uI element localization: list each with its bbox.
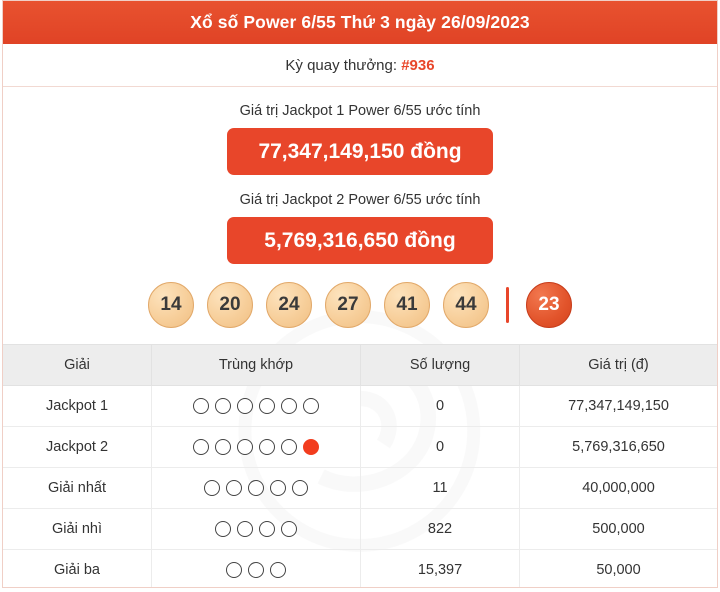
- match-dot-empty: [248, 562, 264, 578]
- cell-prize: Giải ba: [3, 550, 152, 588]
- page-title: Xổ số Power 6/55 Thứ 3 ngày 26/09/2023: [3, 1, 717, 44]
- cell-prize: Giải nhất: [3, 468, 152, 509]
- winning-numbers: [3, 264, 717, 344]
- cell-quantity: 0: [361, 427, 520, 468]
- match-dot-empty: [281, 521, 297, 537]
- cell-quantity: 15,397: [361, 550, 520, 588]
- match-dot-empty: [237, 521, 253, 537]
- table-row: [3, 509, 717, 550]
- column-header-quantity: Số lượng: [361, 345, 520, 386]
- table-row: [3, 427, 717, 468]
- match-dot-filled: [303, 439, 319, 455]
- cell-value: 5,769,316,650: [520, 427, 718, 468]
- results-table: [3, 344, 717, 588]
- cell-prize: Jackpot 2: [3, 427, 152, 468]
- cell-match-dots: [152, 386, 361, 427]
- winning-ball: 44: [443, 282, 489, 328]
- table-row: [3, 386, 717, 427]
- jackpot-section: [3, 87, 717, 264]
- cell-prize: Giải nhì: [3, 509, 152, 550]
- column-header-match: Trùng khớp: [152, 345, 361, 386]
- match-dot-empty: [292, 480, 308, 496]
- table-row: [3, 468, 717, 509]
- cell-value: 50,000: [596, 562, 641, 579]
- match-dot-empty: [248, 480, 264, 496]
- column-header-value: Giá trị (đ): [520, 345, 718, 386]
- match-dot-empty: [193, 398, 209, 414]
- special-ball: 23: [526, 282, 572, 328]
- cell-match-dots: [152, 468, 361, 509]
- match-dot-empty: [270, 562, 286, 578]
- cell-value: 40,000,000: [520, 468, 718, 509]
- match-dot-group: [156, 398, 356, 414]
- match-dot-empty: [270, 480, 286, 496]
- cell-quantity: 822: [361, 509, 520, 550]
- match-dot-group: [156, 439, 356, 455]
- jackpot2-label: Giá trị Jackpot 2 Power 6/55 ước tính: [239, 192, 481, 209]
- cell-match-dots: [152, 550, 361, 588]
- draw-number-label: Kỳ quay thưởng:: [285, 57, 398, 74]
- match-dot-empty: [303, 398, 319, 414]
- match-dot-empty: [215, 439, 231, 455]
- results-table-body: [3, 386, 717, 588]
- jackpot1-value: 77,347,149,150 đồng: [227, 128, 493, 175]
- match-dot-group: [156, 562, 356, 578]
- match-dot-empty: [281, 398, 297, 414]
- match-dot-empty: [226, 562, 242, 578]
- cell-match-dots: [152, 427, 361, 468]
- cell-prize: Jackpot 1: [3, 386, 152, 427]
- match-dot-empty: [215, 398, 231, 414]
- match-dot-group: [156, 521, 356, 537]
- winning-ball: 24: [266, 282, 312, 328]
- match-dot-empty: [259, 398, 275, 414]
- match-dot-empty: [226, 480, 242, 496]
- match-dot-group: [156, 480, 356, 496]
- match-dot-empty: [237, 398, 253, 414]
- match-dot-empty: [237, 439, 253, 455]
- cell-quantity: 0: [361, 386, 520, 427]
- lottery-result-card: [2, 0, 718, 588]
- match-dot-empty: [204, 480, 220, 496]
- winning-ball: 14: [148, 282, 194, 328]
- winning-ball: 41: [384, 282, 430, 328]
- draw-number-row: [3, 44, 717, 87]
- draw-number-value: #936: [401, 57, 435, 74]
- match-dot-empty: [281, 439, 297, 455]
- cell-value: 77,347,149,150: [520, 386, 718, 427]
- cell-value: 500,000: [520, 509, 718, 550]
- cell-quantity: 11: [361, 468, 520, 509]
- table-row: [3, 550, 717, 588]
- winning-ball: 27: [325, 282, 371, 328]
- match-dot-empty: [259, 439, 275, 455]
- jackpot1-label: Giá trị Jackpot 1 Power 6/55 ước tính: [239, 103, 481, 119]
- cell-match-dots: [152, 509, 361, 550]
- column-header-prize: Giải: [3, 345, 152, 386]
- jackpot2-value: 5,769,316,650 đồng: [227, 217, 493, 264]
- match-dot-empty: [259, 521, 275, 537]
- winning-ball: 20: [207, 282, 253, 328]
- match-dot-empty: [215, 521, 231, 537]
- ball-divider: [506, 287, 509, 323]
- match-dot-empty: [193, 439, 209, 455]
- table-header-row: [3, 345, 717, 386]
